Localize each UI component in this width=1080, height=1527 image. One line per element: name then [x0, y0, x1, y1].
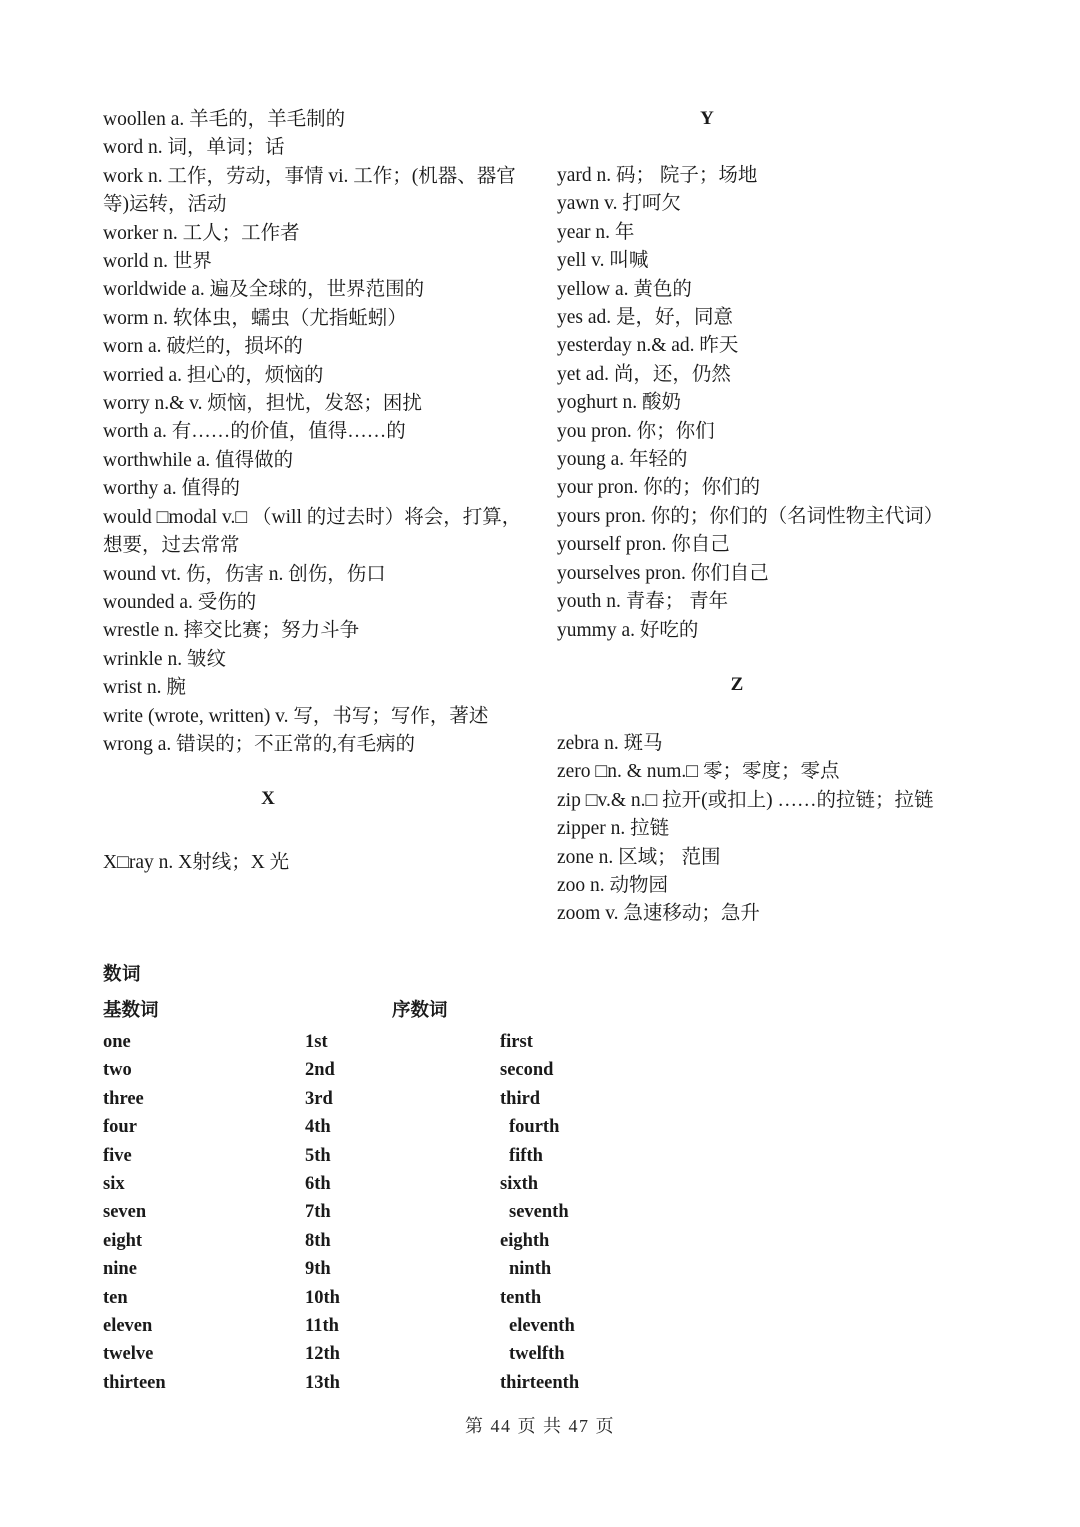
dictionary-entry: your pron. 你的；你们的 [557, 477, 761, 499]
dictionary-entry: yet ad. 尚，还，仍然 [557, 363, 731, 385]
ordinal-word: fifth [509, 1145, 543, 1166]
numerals-row [103, 1312, 803, 1340]
page-footer: 第 44 页 共 47 页 [465, 1416, 615, 1436]
dictionary-entry: yawn v. 打呵欠 [557, 193, 681, 215]
numerals-row [103, 1369, 803, 1397]
dictionary-entry: wrong a. 错误的；不正常的,有毛病的 [103, 733, 415, 755]
entry-list-z [557, 730, 987, 929]
dictionary-entry: yoghurt n. 酸奶 [557, 392, 682, 414]
ordinal-abbreviation: 2nd [305, 1060, 335, 1081]
ordinal-word: ninth [509, 1259, 552, 1280]
dictionary-entry: zip □v.& n.□ 拉开(或扣上) ……的拉链；拉链 [557, 789, 934, 811]
dictionary-entry: worry n.& v. 烦恼，担忧，发怒；困扰 [103, 393, 422, 415]
cardinal-word: eight [103, 1230, 143, 1251]
dictionary-entry: worn a. 破烂的，损坏的 [103, 336, 303, 358]
numerals-row [103, 1255, 803, 1283]
numerals-title: 数词 [103, 965, 142, 985]
dictionary-entry: zoom v. 急速移动；急升 [557, 903, 760, 925]
dictionary-entry: wrist n. 腕 [103, 677, 186, 699]
dictionary-entry: yesterday n.& ad. 昨天 [557, 335, 739, 357]
numerals-section [103, 960, 803, 1397]
ordinal-abbreviation: 6th [305, 1173, 331, 1194]
dictionary-entry: worth a. 有……的价值，值得……的 [103, 421, 406, 443]
dictionary-entry: young a. 年轻的 [557, 449, 688, 471]
numerals-row [103, 1198, 803, 1226]
ordinal-word: twelfth [509, 1344, 565, 1365]
dictionary-entry: write (wrote, written) v. 写，书写；写作，著述 [103, 705, 489, 727]
dictionary-entry: yard n. 码； 院子；场地 [557, 165, 758, 186]
ordinal-word: eighth [500, 1230, 550, 1251]
dictionary-entry: worm n. 软体虫，蠕虫（尤指蚯蚓） [103, 307, 407, 329]
ordinal-abbreviation: 7th [305, 1202, 331, 1223]
dictionary-entry: wound vt. 伤，伤害 n. 创伤，伤口 [103, 563, 386, 585]
numerals-row [103, 1113, 803, 1141]
ordinal-abbreviation: 12th [305, 1344, 340, 1365]
section-heading-y: Y [700, 108, 714, 129]
cardinal-word: five [103, 1145, 132, 1166]
numerals-rows [103, 1028, 803, 1397]
numerals-row [103, 1170, 803, 1198]
cardinal-word: seven [103, 1202, 147, 1223]
dictionary-entry: worried a. 担心的，烦恼的 [103, 364, 324, 386]
dictionary-entry: yummy a. 好吃的 [557, 619, 699, 641]
dictionary-entry: yell v. 叫喊 [557, 250, 649, 272]
cardinal-word: four [103, 1117, 137, 1138]
ordinal-header: 序数词 [392, 1001, 448, 1021]
dictionary-entry: zero □n. & num.□ 零；零度；零点 [557, 761, 840, 783]
cardinal-word: eleven [103, 1315, 153, 1336]
cardinal-word: nine [103, 1259, 137, 1280]
ordinal-word: sixth [500, 1173, 539, 1194]
ordinal-word: tenth [500, 1287, 542, 1308]
dictionary-entry: year n. 年 [557, 221, 635, 243]
section-heading-x: X [261, 788, 275, 809]
ordinal-abbreviation: 9th [305, 1259, 331, 1280]
ordinal-word: second [500, 1060, 554, 1081]
ordinal-abbreviation: 13th [305, 1372, 340, 1393]
ordinal-word: third [500, 1088, 541, 1109]
ordinal-word: eleventh [509, 1315, 575, 1336]
cardinal-word: ten [103, 1287, 128, 1308]
ordinal-abbreviation: 3rd [305, 1088, 333, 1109]
entry-list-w [103, 106, 533, 759]
ordinal-abbreviation: 1st [305, 1032, 328, 1052]
cardinal-word: thirteen [103, 1372, 166, 1393]
dictionary-entry: yourselves pron. 你们自己 [557, 562, 769, 584]
dictionary-entry: word n. 词，单词；话 [103, 137, 285, 159]
ordinal-word: first [500, 1032, 533, 1052]
dictionary-entry: worker n. 工人；工作者 [103, 222, 300, 244]
cardinal-word: two [103, 1060, 132, 1081]
ordinal-word: seventh [509, 1202, 569, 1223]
dictionary-entry: yourself pron. 你自己 [557, 534, 730, 556]
numerals-row [103, 1142, 803, 1170]
dictionary-entry: work n. 工作，劳动，事情 vi. 工作；(机器、器官等)运转，活动 [103, 165, 516, 216]
cardinal-word: six [103, 1173, 125, 1194]
ordinal-abbreviation: 11th [305, 1315, 339, 1336]
dictionary-entry: zone n. 区域； 范围 [557, 846, 721, 868]
ordinal-abbreviation: 5th [305, 1145, 331, 1166]
dictionary-entry: zipper n. 拉链 [557, 818, 670, 840]
ordinal-word: fourth [509, 1117, 560, 1138]
dictionary-entry: wrinkle n. 皱纹 [103, 648, 226, 670]
dictionary-entry: zebra n. 斑马 [557, 733, 663, 754]
ordinal-abbreviation: 10th [305, 1287, 340, 1308]
numerals-row [103, 1340, 803, 1368]
ordinal-abbreviation: 8th [305, 1230, 331, 1251]
cardinal-header: 基数词 [103, 1001, 159, 1021]
dictionary-entry: worldwide a. 遍及全球的，世界范围的 [103, 279, 425, 301]
dictionary-column-right [557, 106, 987, 645]
dictionary-entry: yellow a. 黄色的 [557, 278, 692, 300]
dictionary-entry: X□ray n. X射线；X 光 [103, 852, 290, 873]
dictionary-entry: yes ad. 是，好，同意 [557, 307, 734, 329]
dictionary-entry: zoo n. 动物园 [557, 875, 669, 897]
dictionary-column-left [103, 106, 533, 759]
dictionary-entry: world n. 世界 [103, 251, 212, 273]
numerals-row [103, 1028, 803, 1056]
section-heading-z: Z [730, 674, 744, 695]
numerals-row [103, 1227, 803, 1255]
dictionary-entry: worthwhile a. 值得做的 [103, 449, 294, 471]
dictionary-entry: would □modal v.□ （will 的过去时）将会，打算，想要，过去常常 [103, 506, 522, 557]
cardinal-word: one [103, 1032, 131, 1052]
numerals-row [103, 1284, 803, 1312]
numerals-row [103, 1085, 803, 1113]
numerals-row [103, 1056, 803, 1084]
entry-list-y [557, 162, 987, 645]
dictionary-entry: woollen a. 羊毛的，羊毛制的 [103, 109, 346, 130]
ordinal-word: thirteenth [500, 1372, 580, 1393]
dictionary-entry: youth n. 青春； 青年 [557, 591, 729, 613]
dictionary-entry: yours pron. 你的；你们的（名词性物主代词） [557, 505, 944, 527]
dictionary-entry: you pron. 你；你们 [557, 420, 715, 442]
dictionary-entry: wrestle n. 摔交比赛；努力斗争 [103, 620, 360, 642]
cardinal-word: three [103, 1088, 144, 1109]
ordinal-abbreviation: 4th [305, 1117, 331, 1138]
dictionary-entry: wounded a. 受伤的 [103, 591, 257, 613]
numerals-column-headers [103, 996, 803, 1025]
cardinal-word: twelve [103, 1344, 154, 1365]
dictionary-entry: worthy a. 值得的 [103, 478, 241, 500]
